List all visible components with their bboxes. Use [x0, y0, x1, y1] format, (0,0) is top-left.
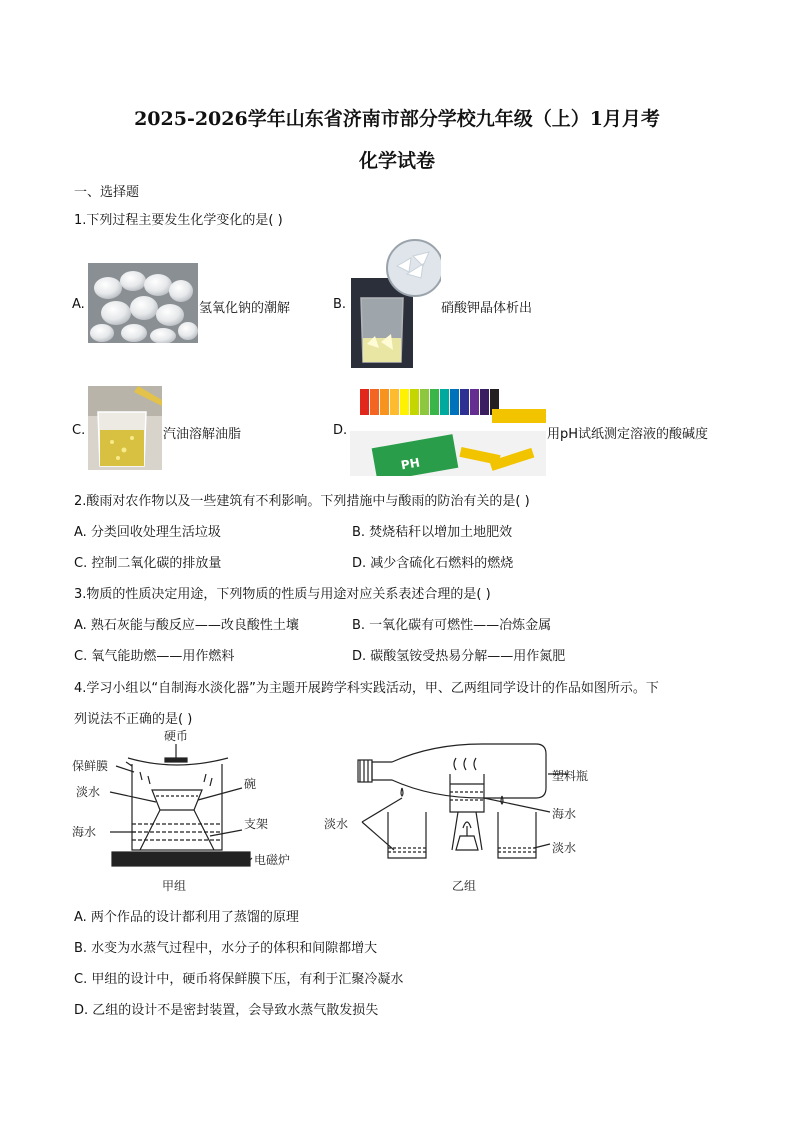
q2-option-c: C. 控制二氧化碳的排放量: [74, 556, 222, 571]
ph-color-swatch: [450, 389, 459, 415]
group-b-diagram: [322, 740, 622, 900]
ph-paper-photo: [350, 381, 546, 476]
q2-stem: 2.酸雨对农作物以及一些建筑有不利影响。下列措施中与酸雨的防治有关的是( ): [74, 494, 530, 509]
q1-option-a-letter: A.: [72, 297, 85, 312]
ph-color-swatch: [400, 389, 409, 415]
ph-color-swatch: [430, 389, 439, 415]
coin-label: 硬币: [164, 729, 189, 743]
ph-color-swatch: [460, 389, 469, 415]
sea-water-label-a: 海水: [72, 825, 97, 839]
ph-color-swatch: [440, 389, 449, 415]
q4-stem-line1: 4.学习小组以“自制海水淡化器”为主题开展跨学科实践活动，甲、乙两组同学设计的作品如图所示。下: [74, 681, 659, 696]
exam-title: 2025-2026学年山东省济南市部分学校九年级（上）1月月考: [134, 108, 660, 130]
bowl-label: 碗: [244, 777, 257, 791]
q1-stem: 1.下列过程主要发生化学变化的是( ): [74, 213, 283, 228]
q3-stem: 3.物质的性质决定用途，下列物质的性质与用途对应关系表述合理的是( ): [74, 587, 491, 602]
q4-option-d: D. 乙组的设计不是密封装置，会导致水蒸气散发损失: [74, 1003, 379, 1018]
q1-option-b-letter: B.: [333, 297, 347, 312]
ph-color-swatch: [390, 389, 399, 415]
section-heading: 一、选择题: [74, 185, 140, 200]
ph-color-swatch: [360, 389, 369, 415]
group-a-diagram: [70, 728, 310, 898]
sea-water-label-b: 海水: [552, 807, 577, 821]
q4-option-a: A. 两个作品的设计都利用了蒸馏的原理: [74, 910, 299, 925]
q1-option-a-text: 氢氧化钠的潮解: [199, 301, 291, 316]
stand-label: 支架: [244, 817, 269, 831]
ph-color-swatch: [410, 389, 419, 415]
q4-stem-line2: 列说法不正确的是( ): [74, 712, 193, 727]
ph-color-swatch: [470, 389, 479, 415]
bottle-label: 塑料瓶: [552, 769, 589, 783]
fresh-water-label-b2: 淡水: [552, 841, 577, 855]
q1-option-b-text: 硝酸钾晶体析出: [441, 301, 533, 316]
exam-subtitle: 化学试卷: [358, 150, 435, 172]
q2-option-b: B. 焚烧秸秆以增加土地肥效: [352, 525, 513, 540]
q4-option-c: C. 甲组的设计中，硬币将保鲜膜下压，有利于汇聚冷凝水: [74, 972, 404, 987]
ph-color-swatch: [480, 389, 489, 415]
q3-option-c: C. 氧气能助燃——用作燃料: [74, 649, 235, 664]
sodium-hydroxide-photo: [88, 263, 198, 343]
q1-option-d-letter: D.: [333, 423, 348, 438]
crystal-beaker-photo: [351, 238, 441, 368]
q1-option-d-text: 用pH试纸测定溶液的酸碱度: [547, 427, 709, 442]
q3-option-a: A. 熟石灰能与酸反应——改良酸性土壤: [74, 618, 299, 633]
q1-option-c-text: 汽油溶解油脂: [163, 427, 242, 442]
ph-color-swatch: [370, 389, 379, 415]
svg-text:PH: PH: [399, 455, 421, 473]
ph-color-swatch: [380, 389, 389, 415]
group-b-label: 乙组: [452, 879, 477, 893]
q3-option-b: B. 一氧化碳有可燃性——冶炼金属: [352, 618, 552, 633]
q4-option-b: B. 水变为水蒸气过程中，水分子的体积和间隙都增大: [74, 941, 378, 956]
film-label: 保鲜膜: [72, 759, 109, 773]
fresh-water-label-b1: 淡水: [324, 817, 349, 831]
fresh-water-label-a: 淡水: [76, 785, 101, 799]
stove-label: 电磁炉: [254, 853, 291, 867]
q1-option-c-letter: C.: [72, 423, 86, 438]
q3-option-d: D. 碳酸氢铵受热易分解——用作氮肥: [352, 649, 566, 664]
group-a-label: 甲组: [162, 879, 187, 893]
q2-option-a: A. 分类回收处理生活垃圾: [74, 525, 221, 540]
ph-color-swatch: [420, 389, 429, 415]
q2-option-d: D. 减少含硫化石燃料的燃烧: [352, 556, 514, 571]
gasoline-beaker-photo: [88, 386, 162, 470]
